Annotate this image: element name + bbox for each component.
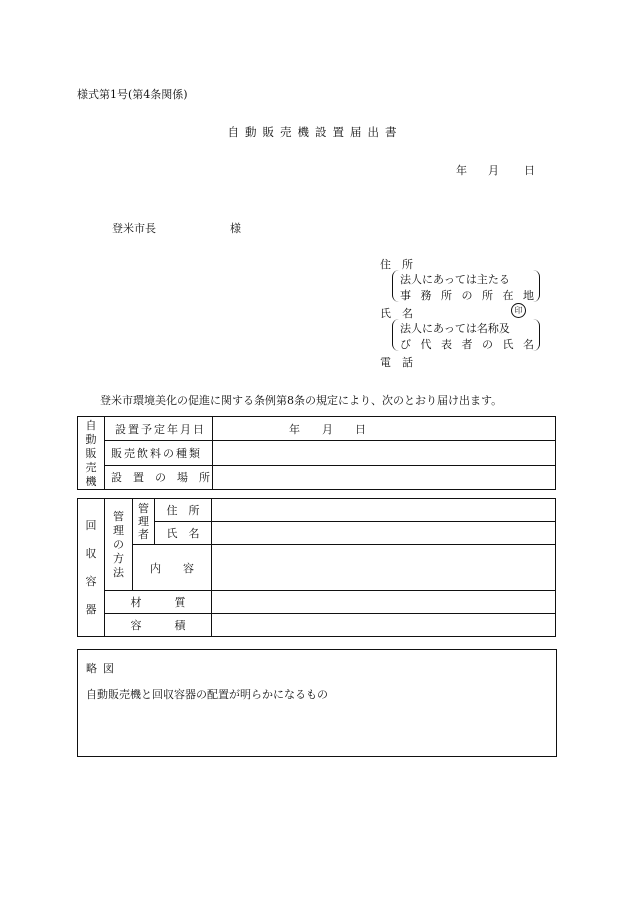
drink-type-label: 販売飲料の種類	[105, 441, 213, 465]
sketch-title: 略図	[86, 662, 120, 675]
sketch-description: 自動販売機と回収容器の配置が明らかになるもの	[86, 688, 328, 701]
material-value[interactable]	[212, 591, 556, 614]
addressee	[112, 220, 241, 236]
container-table	[77, 498, 556, 637]
manager-name-label: 氏 名	[155, 522, 212, 545]
date-day: 日	[524, 164, 535, 177]
intro-text: 登米市環境美化の促進に関する条例第8条の規定により、次のとおり届け出ます。	[100, 394, 503, 407]
name-note	[392, 319, 540, 351]
manager-address-value[interactable]	[212, 499, 556, 522]
install-location-value[interactable]	[213, 465, 556, 489]
addressee-name: 登米市長	[112, 222, 156, 235]
manager-name-value[interactable]	[212, 522, 556, 545]
vending-group-label: 自 動 販 売 機	[78, 417, 105, 490]
seal-mark: 印	[511, 303, 526, 318]
container-group-label: 回 収 容 器	[78, 499, 105, 637]
form-number: 様式第1号(第4条関係)	[77, 88, 188, 101]
address-note	[392, 270, 540, 302]
address-note-line2: 事務所の所在地	[400, 289, 534, 302]
addressee-honorific: 様	[230, 222, 241, 235]
date-month: 月	[488, 164, 499, 177]
address-label: 住 所	[380, 258, 413, 271]
capacity-value[interactable]	[212, 614, 556, 637]
phone-label: 電 話	[380, 356, 413, 369]
install-date-label: 設置予定年月日	[105, 417, 213, 441]
name-note-line2: び代表者の氏名	[400, 338, 534, 351]
date-line	[456, 162, 535, 178]
manager-label: 管 理 者	[133, 499, 155, 545]
content-label: 内 容	[133, 545, 212, 591]
manager-address-label: 住 所	[155, 499, 212, 522]
content-value[interactable]	[212, 545, 556, 591]
name-label: 氏 名	[380, 307, 413, 320]
drink-type-value[interactable]	[213, 441, 556, 465]
install-date-value[interactable]: 年 月 日	[213, 417, 556, 441]
name-note-line1: 法人にあっては名称及	[400, 322, 510, 335]
install-location-label: 設 置 の 場 所	[105, 465, 213, 489]
method-label: 管 理 の 方 法	[105, 499, 133, 591]
address-note-line1: 法人にあっては主たる	[400, 273, 510, 286]
date-year: 年	[456, 164, 467, 177]
vending-machine-table	[77, 416, 556, 490]
document-title: 自動販売機設置届出書	[227, 125, 403, 139]
sketch-section[interactable]	[77, 649, 557, 757]
capacity-label: 容 積	[105, 614, 212, 637]
material-label: 材 質	[105, 591, 212, 614]
